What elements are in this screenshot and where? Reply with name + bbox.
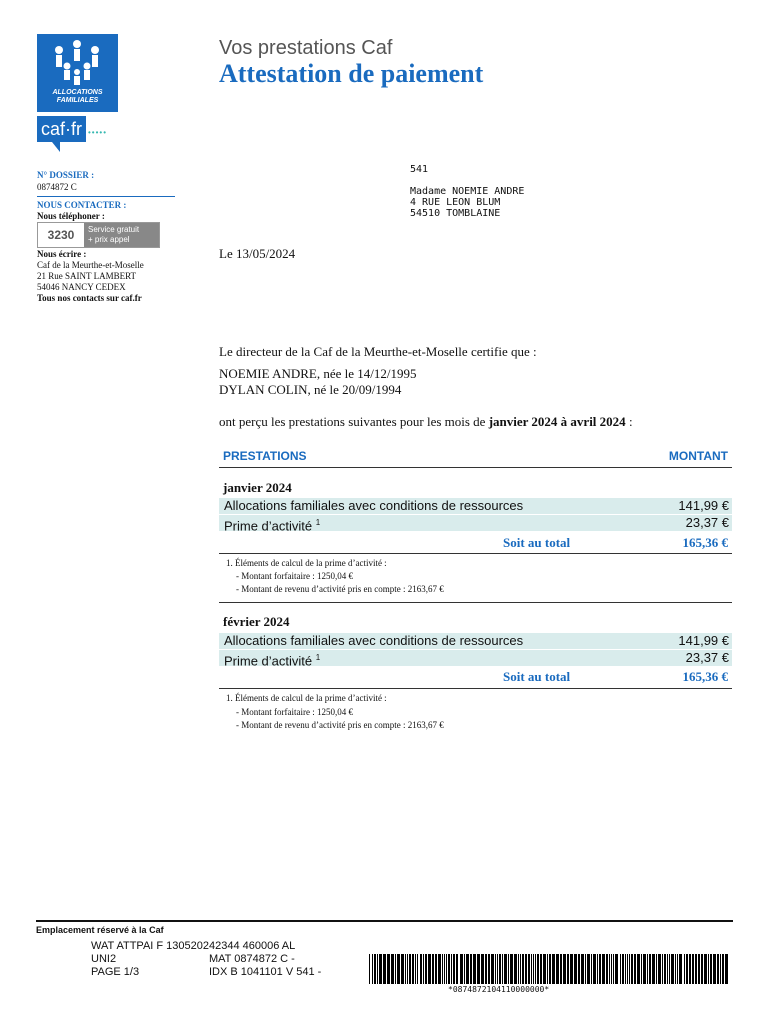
logo-line-2: FAMILIALES [56, 97, 99, 104]
phone-tag-line-1: Service gratuit [88, 225, 140, 234]
footer-line: IDX B 1041101 V 541 - [209, 966, 322, 978]
logo-dots: ••••• [88, 128, 108, 137]
page-title: Attestation de paiement [219, 59, 484, 88]
footer-line: UNI2 [91, 953, 117, 965]
period-intro: ont perçu les prestations suivantes pour les mois de [219, 414, 489, 429]
footer-line: WAT ATTPAI F 130520242344 460006 AL [91, 940, 296, 952]
dossier-value: 0874872 C [37, 182, 77, 192]
total-amount: 165,36 € [682, 535, 728, 550]
footnote-line: - Montant forfaitaire : 1250,04 € [236, 707, 353, 717]
footnote-line: - Montant forfaitaire : 1250,04 € [236, 571, 353, 581]
page-subtitle: Vos prestations Caf [219, 37, 393, 59]
recipient-line: Madame NOEMIE ANDRE [410, 186, 525, 197]
period-range: janvier 2024 à avril 2024 [488, 414, 626, 429]
footer-line: MAT 0874872 C - [209, 953, 295, 965]
footnote-line: 1. Éléments de calcul de la prime d’activité : [226, 558, 387, 568]
dossier-label: N° DOSSIER : [37, 170, 95, 180]
footer-line: PAGE 1/3 [91, 966, 140, 978]
section-rule [219, 602, 732, 603]
phone-label: Nous téléphoner : [37, 211, 105, 221]
recipient-line: 54510 TOMBLAINE [410, 208, 501, 219]
contact-label: NOUS CONTACTER : [37, 200, 127, 210]
table-row [219, 633, 732, 649]
section-rule [219, 688, 732, 689]
month-label: janvier 2024 [223, 480, 292, 495]
prestation-amount: 23,37 € [685, 650, 729, 665]
table-row [219, 498, 732, 514]
address-line: Caf de la Meurthe-et-Moselle [37, 260, 144, 270]
prestation-amount: 141,99 € [678, 498, 729, 513]
footnote-ref: 1 [315, 653, 321, 662]
phone-tag-line-2: + prix appel [88, 235, 130, 244]
person-line: DYLAN COLIN, né le 20/09/1994 [219, 382, 402, 397]
phone-number: 3230 [47, 228, 75, 242]
logo-tail [52, 142, 60, 152]
document-date: Le 13/05/2024 [219, 246, 296, 261]
left-divider [37, 196, 175, 197]
col-prestations: PRESTATIONS [223, 449, 307, 463]
caf-fr-logo: caf·fr [37, 116, 86, 142]
barcode [369, 954, 731, 986]
prestation-name: Allocations familiales avec conditions de ressources [224, 498, 524, 513]
family-figures-icon [37, 36, 118, 88]
write-label: Nous écrire : [37, 249, 87, 259]
prestation-amount: 141,99 € [678, 633, 729, 648]
total-amount: 165,36 € [682, 669, 728, 684]
address-line: 54046 NANCY CEDEX [37, 282, 126, 292]
prestation-name: Prime d’activité [224, 653, 313, 669]
phone-tag [84, 223, 159, 247]
prestation-name: Allocations familiales avec conditions de ressources [224, 633, 524, 648]
table-row [219, 515, 732, 534]
footnote-line: - Montant de revenu d’activité pris en compte : 2163,67 € [236, 584, 444, 594]
section-rule [219, 553, 732, 554]
caf-logo [37, 34, 118, 112]
table-row [219, 650, 732, 669]
footnote-line: 1. Éléments de calcul de la prime d’activité : [226, 693, 387, 703]
header-rule [219, 467, 732, 468]
logo-line-1: ALLOCATIONS [52, 89, 103, 96]
total-label: Soit au total [503, 535, 571, 550]
contacts-link[interactable]: Tous nos contacts sur caf.fr [37, 293, 142, 303]
footnote-ref: 1 [315, 518, 321, 527]
period-end: : [625, 414, 633, 429]
address-line: 21 Rue SAINT LAMBERT [37, 271, 137, 281]
phone-badge[interactable] [37, 222, 160, 248]
prestation-amount: 23,37 € [685, 515, 729, 530]
footnote-line: - Montant de revenu d’activité pris en compte : 2163,67 € [236, 720, 444, 730]
barcode-text: *0874872104110000000* [448, 985, 550, 994]
person-line: NOEMIE ANDRE, née le 14/12/1995 [219, 366, 417, 381]
footer-rule [36, 920, 733, 922]
period-line [219, 414, 633, 430]
footer-label: Emplacement réservé à la Caf [36, 925, 164, 935]
total-label: Soit au total [503, 669, 571, 684]
recipient-code: 541 [410, 164, 429, 175]
certify-text: Le directeur de la Caf de la Meurthe-et-Moselle certifie que : [219, 344, 537, 359]
recipient-line: 4 RUE LEON BLUM [410, 197, 501, 208]
prestation-name: Prime d’activité [224, 518, 313, 534]
month-label: février 2024 [223, 614, 290, 629]
col-montant: MONTANT [668, 449, 728, 463]
